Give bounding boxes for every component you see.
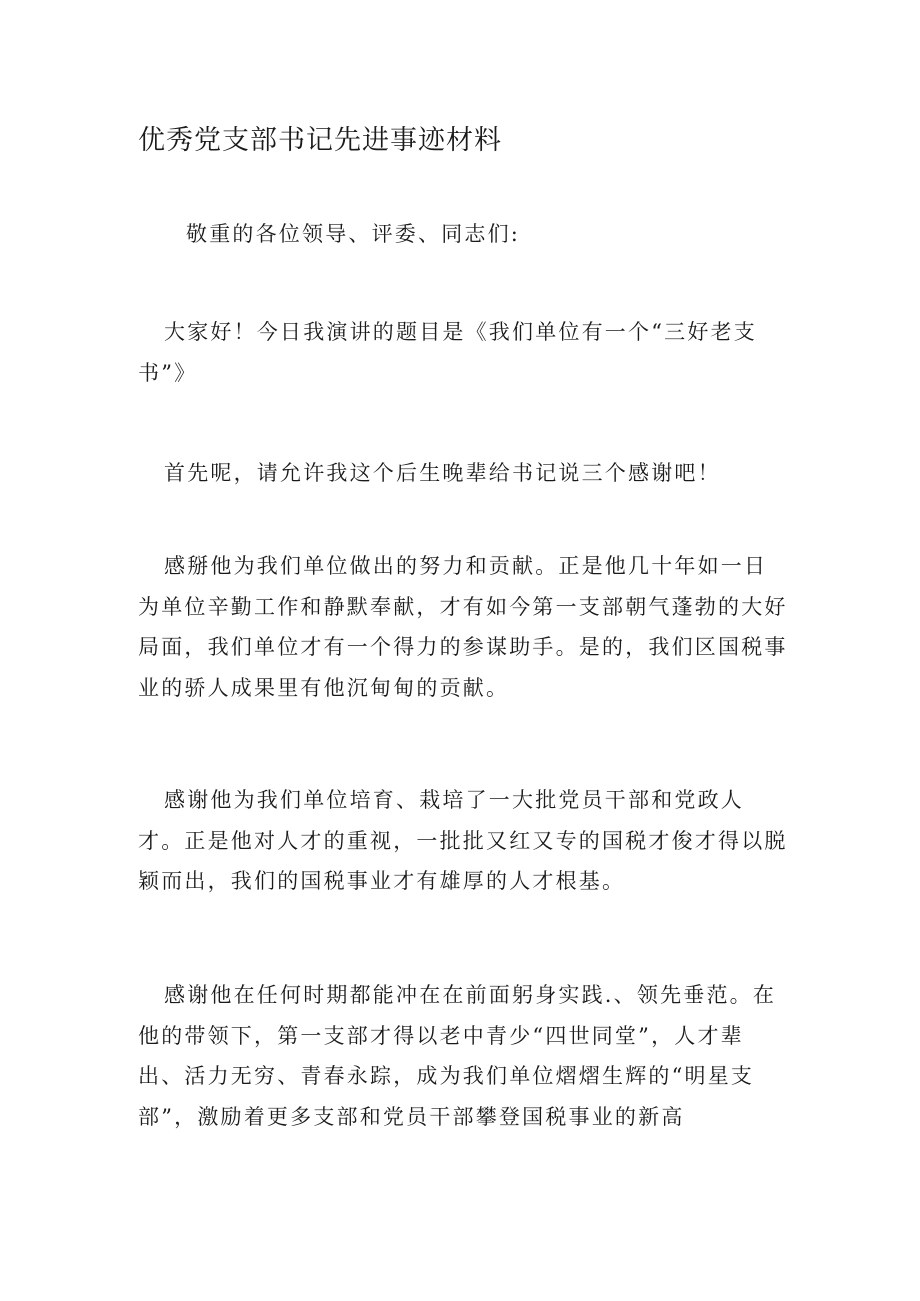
salutation: 敬重的各位领导、评委、同志们:: [186, 222, 521, 246]
document-title: 优秀党支部书记先进事迹材料: [138, 125, 502, 156]
paragraph-intro: 首先呢，请允许我这个后生晚辈给书记说三个感谢吧！: [164, 461, 721, 485]
paragraph-greeting: 大家好！今日我演讲的题目是《我们单位有一个“三好老支书”》: [138, 320, 757, 385]
paragraph-thanks-contribution: 感掰他为我们单位做出的努力和贡献。正是他几十年如一日为单位辛勤工作和静默奉献，才有如今第一支部朝气蓬勃的大好局面，我们单位才有一个得力的参谋助手。是的，我们区国税事业的骄人成果里有他沉甸甸的贡献。: [138, 554, 788, 700]
paragraph-thanks-leadership: 感谢他在任何时期都能冲在在前面躬身实践.、领先垂范。在他的带领下，第一支部才得以老中青少“四世同堂”，人才辈出、活力无穷、青春永踪，成为我们单位熠熠生辉的“明星支部”，激励着更多支部和党员干部攀登国税事业的新高: [138, 983, 777, 1129]
paragraph-thanks-talent: 感谢他为我们单位培育、栽培了一大批党员干部和党政人才。正是他对人才的重视，一批批又红又专的国税才俊才得以脱颖而出，我们的国税事业才有雄厚的人才根基。: [138, 788, 788, 893]
